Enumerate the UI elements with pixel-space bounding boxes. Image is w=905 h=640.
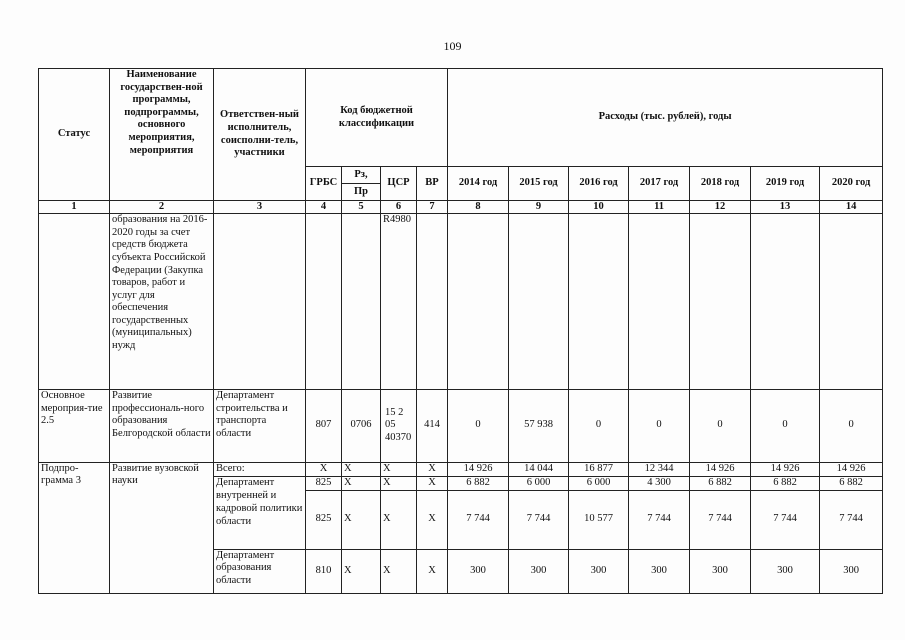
value-cell: 4 300 (629, 476, 690, 490)
header-year-2018: 2018 год (690, 167, 751, 201)
header-executor: Ответствен-ный исполнитель, соисполни-тель, участники (214, 69, 306, 201)
column-number: 4 (306, 201, 342, 214)
table-row (39, 214, 883, 390)
vr-cell: 414 (417, 389, 448, 462)
value-cell: 6 000 (509, 476, 569, 490)
vr-cell: X (417, 476, 448, 490)
executor-cell: Всего: (214, 462, 306, 476)
measure-name-cell: Развитие вузовской науки (110, 462, 214, 593)
header-year-2016: 2016 год (569, 167, 629, 201)
rz-pr-cell (342, 214, 381, 390)
value-cell: 300 (690, 549, 751, 593)
value-cell: 7 744 (629, 490, 690, 549)
value-cell (820, 214, 883, 390)
vr-cell: X (417, 490, 448, 549)
rz-pr-cell: X (342, 476, 381, 490)
value-cell: 0 (820, 389, 883, 462)
value-cell: 0 (751, 389, 820, 462)
value-cell (690, 214, 751, 390)
value-cell: 300 (569, 549, 629, 593)
value-cell: 7 744 (509, 490, 569, 549)
table-row (39, 389, 883, 462)
executor-cell: Департамент строительства и транспорта области (214, 389, 306, 462)
rz-pr-cell: 0706 (342, 389, 381, 462)
column-number: 8 (448, 201, 509, 214)
header-year-2019: 2019 год (751, 167, 820, 201)
value-cell: 57 938 (509, 389, 569, 462)
header-csr: ЦСР (381, 167, 417, 201)
grbs-cell: 810 (306, 549, 342, 593)
column-number: 11 (629, 201, 690, 214)
grbs-cell: X (306, 462, 342, 476)
vr-cell: X (417, 462, 448, 476)
value-cell: 7 744 (448, 490, 509, 549)
column-number: 14 (820, 201, 883, 214)
executor-cell: Департамент (214, 476, 306, 490)
value-cell (509, 214, 569, 390)
csr-cell: 15 2 05 40370 (381, 389, 417, 462)
header-expenses: Расходы (тыс. рублей), годы (448, 69, 883, 167)
csr-cell: X (381, 462, 417, 476)
value-cell (448, 214, 509, 390)
header-year-2017: 2017 год (629, 167, 690, 201)
csr-cell: X (381, 549, 417, 593)
value-cell: 6 882 (690, 476, 751, 490)
column-number: 12 (690, 201, 751, 214)
grbs-cell (306, 214, 342, 390)
measure-name-cell: Развитие профессиональ-ного образования Белгородской области (110, 389, 214, 462)
header-vr: ВР (417, 167, 448, 201)
vr-cell: X (417, 549, 448, 593)
column-number: 9 (509, 201, 569, 214)
column-number: 1 (39, 201, 110, 214)
header-name: Наименование государствен-ной программы, подпрограммы, основного мероприятия, мероприятия (110, 69, 214, 201)
page-number: 109 (443, 39, 462, 53)
value-cell: 7 744 (820, 490, 883, 549)
header-year-2014: 2014 год (448, 167, 509, 201)
value-cell (629, 214, 690, 390)
budget-table (38, 68, 883, 594)
value-cell: 300 (509, 549, 569, 593)
column-number: 2 (110, 201, 214, 214)
column-number: 10 (569, 201, 629, 214)
value-cell: 14 926 (448, 462, 509, 476)
value-cell: 0 (690, 389, 751, 462)
value-cell: 6 000 (569, 476, 629, 490)
status-cell (39, 214, 110, 390)
executor-cell: внутренней и кадровой политики области (214, 490, 306, 549)
column-number-row (39, 201, 883, 214)
executor-cell: Департамент образования области (214, 549, 306, 593)
status-cell: Подпро-грамма 3 (39, 462, 110, 593)
column-number: 5 (342, 201, 381, 214)
column-number: 7 (417, 201, 448, 214)
value-cell: 6 882 (751, 476, 820, 490)
rz-pr-cell: X (342, 490, 381, 549)
value-cell: 12 344 (629, 462, 690, 476)
csr-cell: X (381, 476, 417, 490)
value-cell: 300 (820, 549, 883, 593)
status-cell: Основное мероприя-тие 2.5 (39, 389, 110, 462)
value-cell: 300 (448, 549, 509, 593)
column-number: 6 (381, 201, 417, 214)
measure-name-cell: образования на 2016-2020 годы за счет средств бюджета субъекта Российской Федерации (Закупка товаров, работ и услуг для обеспечения государственных (муниципальных) нужд (110, 214, 214, 390)
rz-pr-cell: X (342, 462, 381, 476)
value-cell: 16 877 (569, 462, 629, 476)
header-year-2015: 2015 год (509, 167, 569, 201)
value-cell: 7 744 (690, 490, 751, 549)
value-cell: 6 882 (448, 476, 509, 490)
executor-cell (214, 214, 306, 390)
value-cell: 300 (751, 549, 820, 593)
value-cell: 0 (448, 389, 509, 462)
value-cell: 14 926 (751, 462, 820, 476)
header-budget-code: Код бюджетной классификации (306, 69, 448, 167)
value-cell: 7 744 (751, 490, 820, 549)
grbs-cell: 825 (306, 490, 342, 549)
column-number: 3 (214, 201, 306, 214)
value-cell (569, 214, 629, 390)
grbs-cell: 807 (306, 389, 342, 462)
value-cell: 0 (569, 389, 629, 462)
vr-cell (417, 214, 448, 390)
header-rz: Рз, (342, 167, 381, 184)
grbs-cell: 825 (306, 476, 342, 490)
value-cell: 6 882 (820, 476, 883, 490)
value-cell: 14 044 (509, 462, 569, 476)
header-pr: Пр (342, 184, 381, 201)
value-cell: 300 (629, 549, 690, 593)
header-year-2020: 2020 год (820, 167, 883, 201)
value-cell: 14 926 (820, 462, 883, 476)
value-cell (751, 214, 820, 390)
value-cell: 0 (629, 389, 690, 462)
header-grbs: ГРБС (306, 167, 342, 201)
csr-cell: R4980 (381, 214, 417, 390)
csr-cell: X (381, 490, 417, 549)
table-row (39, 462, 883, 476)
column-number: 13 (751, 201, 820, 214)
header-status: Статус (39, 69, 110, 201)
value-cell: 10 577 (569, 490, 629, 549)
value-cell: 14 926 (690, 462, 751, 476)
rz-pr-cell: X (342, 549, 381, 593)
